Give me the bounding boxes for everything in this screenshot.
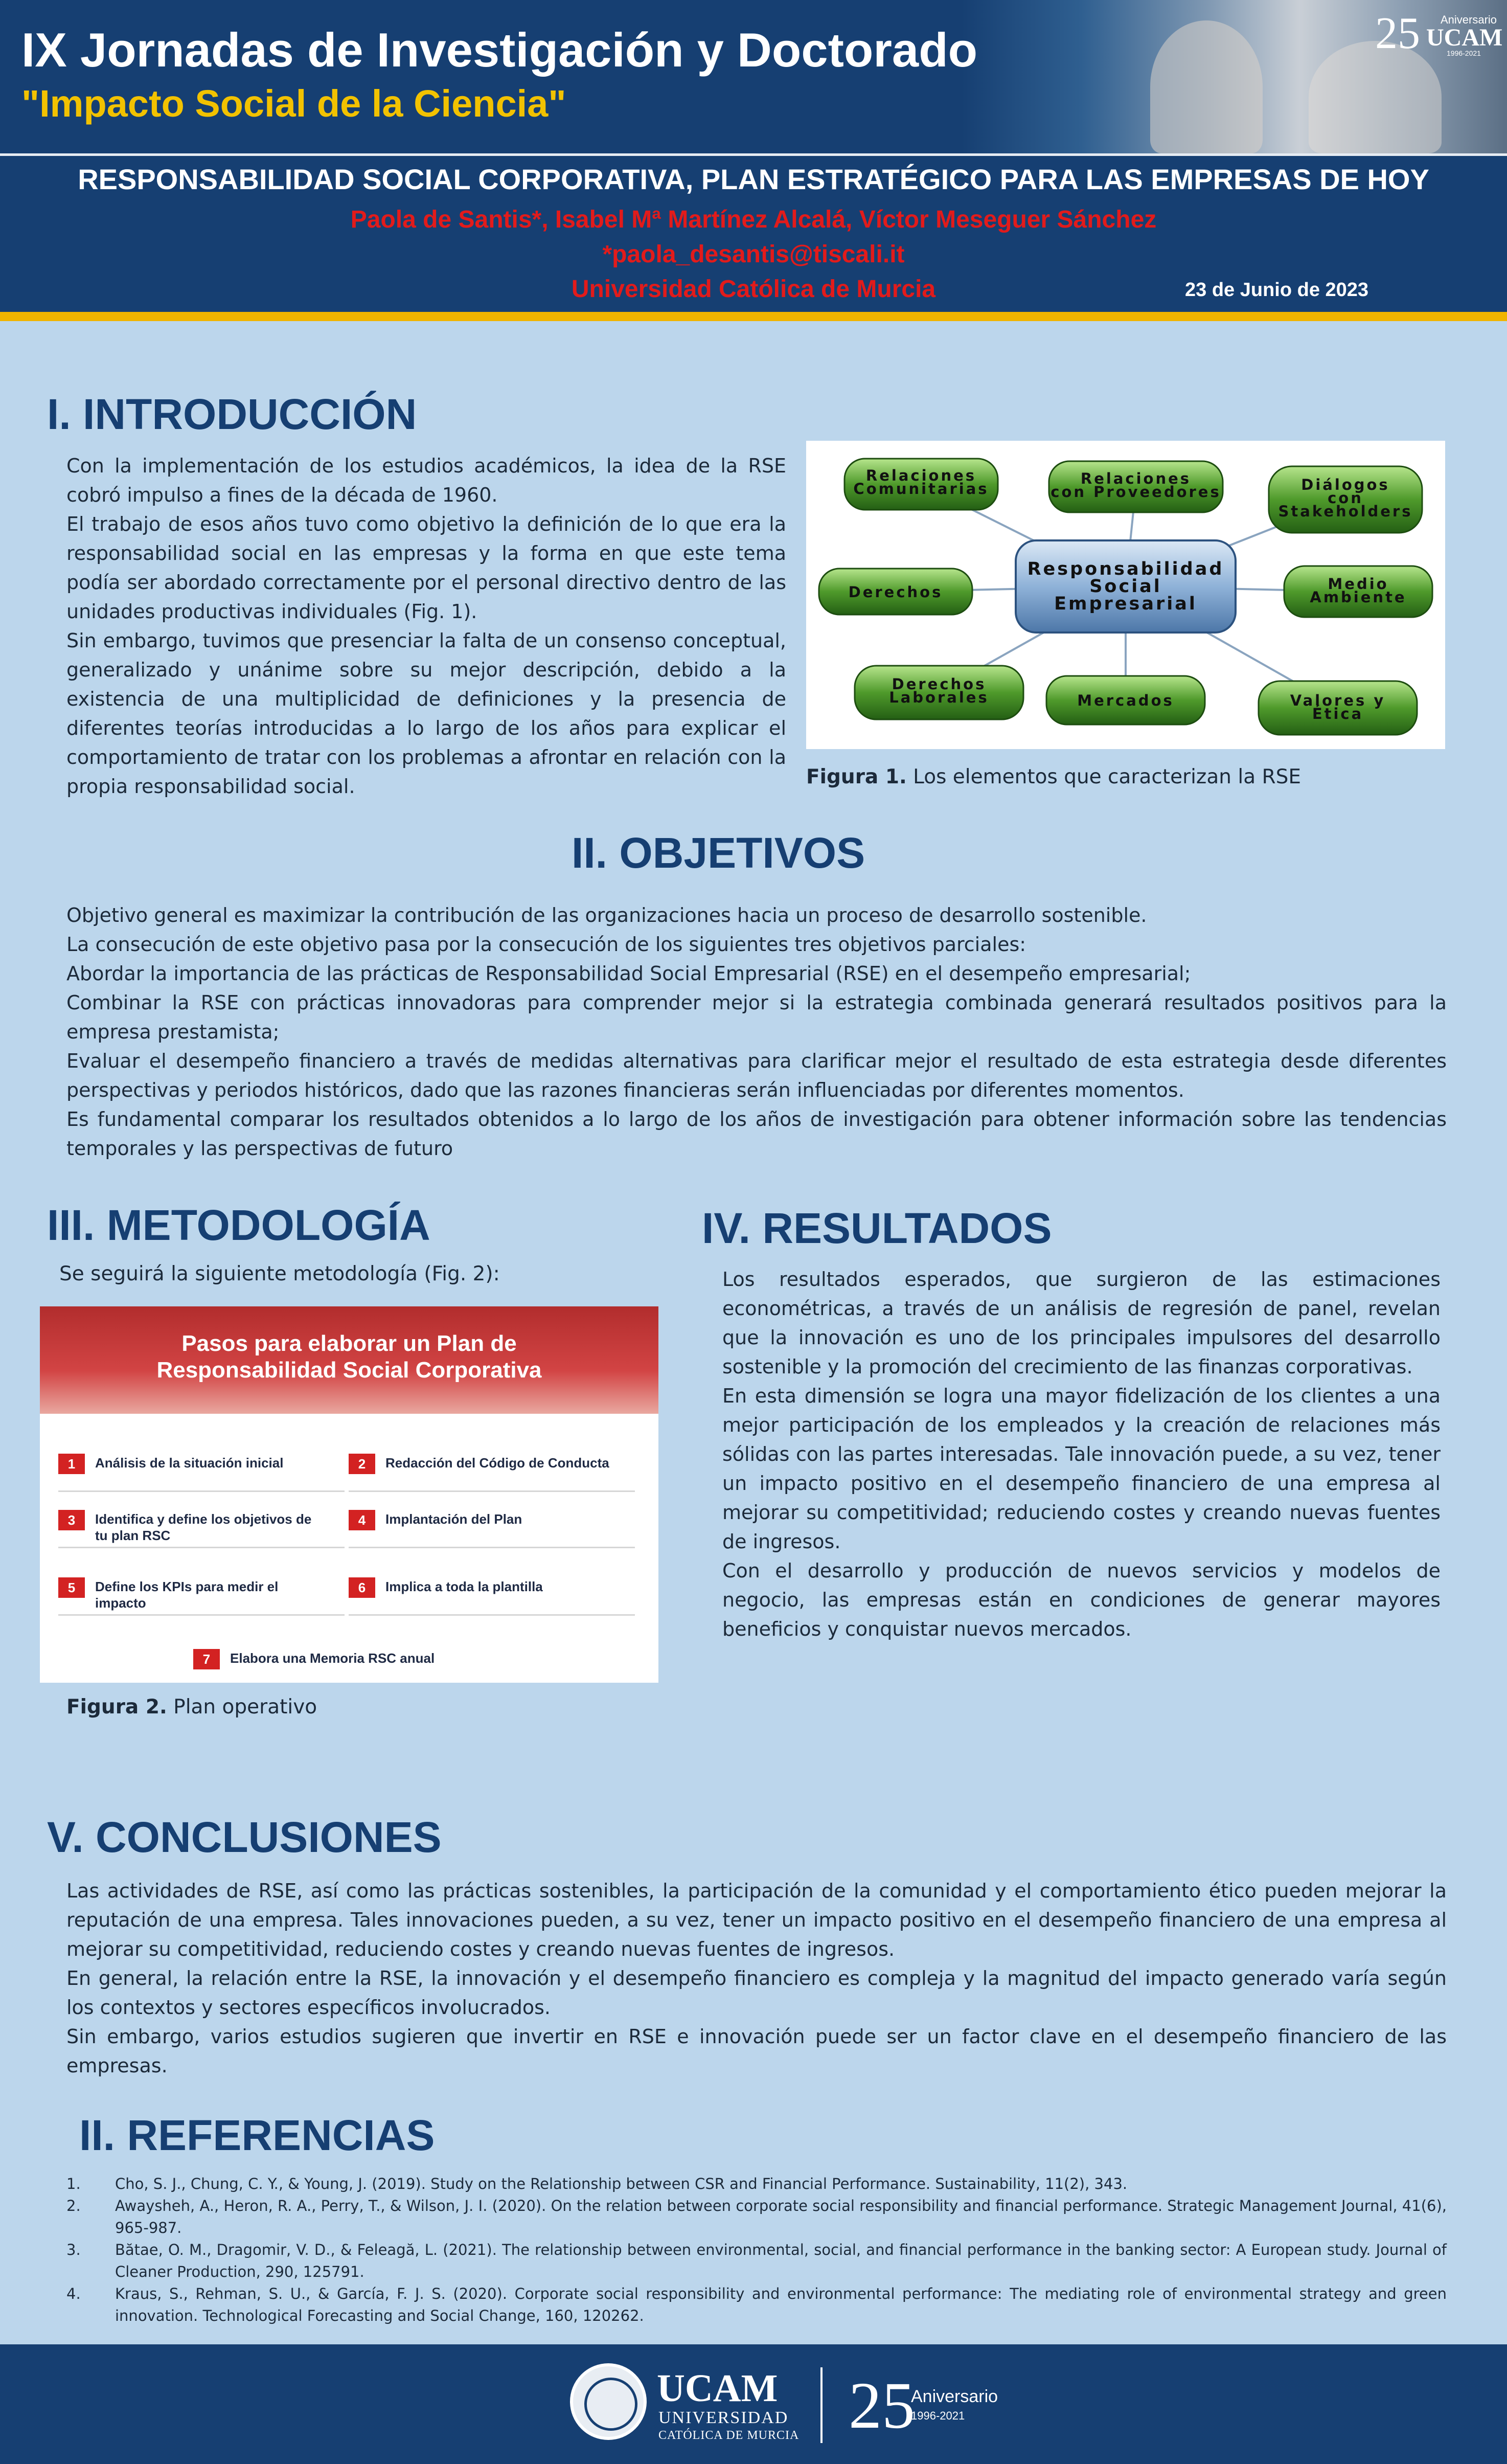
node-medio-ambiente xyxy=(1284,566,1432,617)
step-divider xyxy=(58,1547,345,1548)
reference-number: 3. xyxy=(66,2241,81,2258)
results-heading: IV. RESULTADOS xyxy=(702,1204,1052,1252)
node-relaciones-proveedores xyxy=(1049,461,1223,512)
intro-paragraph: Con la implementación de los estudios académicos, la idea de la RSE cobró impulso a fines de la década de 1960. xyxy=(66,455,786,506)
university-seal-icon xyxy=(570,2363,647,2440)
methodology-heading: III. METODOLOGÍA xyxy=(47,1201,430,1249)
figure-2-caption xyxy=(66,1696,317,1719)
references-heading: II. REFERENCIAS xyxy=(79,2111,435,2159)
node-label: Derechos xyxy=(848,583,943,601)
step-item xyxy=(58,1510,345,1551)
node-label: Medio xyxy=(1328,575,1389,593)
figure-1-text: Los elementos que caracterizan la RSE xyxy=(906,765,1302,788)
header-photo-person xyxy=(1150,20,1263,153)
conclusions-heading: V. CONCLUSIONES xyxy=(47,1813,442,1861)
step-item xyxy=(193,1649,510,1675)
objectives-paragraph: Objetivo general es maximizar la contribución de las organizaciones hacia un proceso de desarrollo sostenible. xyxy=(66,904,1147,926)
authors: Paola de Santis*, Isabel Mª Martínez Alcalá, Víctor Meseguer Sánchez xyxy=(350,206,1157,233)
node-relaciones-comunitarias xyxy=(844,459,998,510)
results-paragraph: Los resultados esperados, que surgieron de las estimaciones econométricas, a través de un análisis de regresión de panel, revelan que la innovación es uno de los principales impulsores del desarrollo sostenible y la promoción del crecimiento de las finanzas corporativas. xyxy=(722,1268,1441,1378)
reference-text: Cho, S. J., Chung, C. Y., & Young, J. (2019). Study on the Relationship between CSR and Financial Performance. Sustainability, 11(2), 343. xyxy=(115,2175,1128,2192)
step-divider xyxy=(349,1490,635,1492)
step-text: Identifica y define los objetivos de tu plan RSC xyxy=(95,1511,312,1543)
anniversary-number: 25 xyxy=(1375,9,1420,58)
objectives-paragraph: Es fundamental comparar los resultados obtenidos a lo largo de los años de investigación para obtener información sobre las tendencias temporales y las perspectivas de futuro xyxy=(66,1108,1447,1160)
event-title: IX Jornadas de Investigación y Doctorado xyxy=(21,23,978,77)
node-label: con xyxy=(1328,489,1363,507)
step-text: Implantación del Plan xyxy=(385,1511,522,1527)
paper-title: RESPONSABILIDAD SOCIAL CORPORATIVA, PLAN ESTRATÉGICO PARA LAS EMPRESAS DE HOY xyxy=(78,163,1429,195)
node-label: Derechos xyxy=(892,675,987,693)
node-center-rse xyxy=(1016,540,1236,632)
reference-item xyxy=(66,2283,1447,2327)
step-item xyxy=(349,1454,635,1495)
step-divider xyxy=(58,1614,345,1616)
node-label: Comunitarias xyxy=(853,480,989,498)
author-email: *paola_desantis@tiscali.it xyxy=(602,241,905,268)
footer-separator xyxy=(820,2367,823,2443)
reference-number: 4. xyxy=(66,2285,81,2302)
objectives-paragraph: La consecución de este objetivo pasa por la consecución de los siguientes tres objetivos parciales: xyxy=(66,933,1026,956)
node-label: Ética xyxy=(1312,705,1364,722)
anniversary-word: Aniversario xyxy=(1441,13,1497,26)
step-text: Define los KPIs para medir el impacto xyxy=(95,1579,279,1611)
reference-text: Bătae, O. M., Dragomir, V. D., & Feleagă, L. (2021). The relationship between environmental, social, and financial performance in the banking sector: A European study. Journal of Cleaner Production, 290, 125791. xyxy=(115,2241,1447,2280)
gold-band xyxy=(0,312,1507,321)
node-label: Mercados xyxy=(1077,692,1174,709)
intro-paragraph: El trabajo de esos años tuvo como objetivo la definición de lo que era la responsabilidad social en las empresas y la forma en que este tema podía ser abordado correctamente por el personal directivo dentro de las unidades productivas individuales (Fig. 1). xyxy=(66,513,786,623)
figure-2-label: Figura 2. xyxy=(66,1696,167,1719)
node-derechos-laborales xyxy=(855,666,1023,719)
node-derechos xyxy=(819,569,972,615)
node-label: Relaciones xyxy=(1080,470,1192,487)
center-label: Social xyxy=(1089,576,1162,597)
step-number: 3 xyxy=(58,1510,85,1530)
node-label: con Proveedores xyxy=(1051,483,1221,501)
results-body xyxy=(722,1265,1441,1644)
node-label: Stakeholders xyxy=(1278,503,1413,520)
step-item xyxy=(349,1577,635,1618)
node-mercados xyxy=(1046,676,1205,725)
step-item xyxy=(58,1454,345,1495)
center-label: Empresarial xyxy=(1054,594,1197,614)
objectives-paragraph: Abordar la importancia de las prácticas de Responsabilidad Social Empresarial (RSE) en el desempeño empresarial; xyxy=(66,962,1191,985)
results-paragraph: En esta dimensión se logra una mayor fidelización de los clientes a una mejor participación de los empleados y la creación de relaciones más sólidas con las partes interesadas. Tale innovación puede, a su vez, tener un impacto positivo en el desempeño financiero de una empresa al mejorar su competitividad; reduciendo costes y creando nuevas fuentes de ingresos. xyxy=(722,1385,1441,1553)
step-divider xyxy=(349,1614,635,1616)
step-item xyxy=(349,1510,635,1551)
figure-1-label: Figura 1. xyxy=(806,765,907,788)
node-label: Diálogos xyxy=(1301,476,1390,493)
anniversary-brand: UCAM xyxy=(1426,24,1503,51)
footer-anniversary-word: Aniversario xyxy=(911,2387,998,2406)
intro-heading: I. INTRODUCCIÓN xyxy=(47,390,417,438)
reference-item xyxy=(66,2239,1447,2283)
figure-1-caption xyxy=(806,765,1301,788)
footer-anniversary-number: 25 xyxy=(849,2369,915,2443)
node-valores-etica xyxy=(1259,681,1417,735)
step-divider xyxy=(349,1547,635,1548)
figure-2-text: Plan operativo xyxy=(167,1696,317,1719)
reference-text: Kraus, S., Rehman, S. U., & García, F. J. S. (2020). Corporate social responsibility and environmental performance: The mediating role of environmental strategy and green innovation. Technological Forecasting and Social Change, 160, 120262. xyxy=(115,2285,1447,2324)
event-date: 23 de Junio de 2023 xyxy=(1185,279,1369,301)
results-paragraph: Con el desarrollo y producción de nuevos servicios y modelos de negocio, las empresas están en condiciones de generar mayores beneficios y conquistar nuevos mercados. xyxy=(722,1559,1441,1640)
intro-paragraph: Sin embargo, tuvimos que presenciar la falta de un consenso conceptual, generalizado y unánime sobre su mejor descripción, debido a la existencia de una multiplicidad de definiciones y la presencia de diferentes teorías introducidas a lo largo de los años para explicar el comportamiento de tratar con los problemas a afrontar en relación con la propia responsabilidad social. xyxy=(66,629,786,798)
references-list xyxy=(66,2173,1447,2327)
university: Universidad Católica de Murcia xyxy=(571,276,936,303)
step-number: 6 xyxy=(349,1577,375,1598)
node-dialogos-stakeholders xyxy=(1269,466,1422,533)
anniversary-years: 1996-2021 xyxy=(1447,49,1481,57)
anniversary-logo xyxy=(1375,8,1503,59)
step-number: 4 xyxy=(349,1510,375,1530)
reference-item xyxy=(66,2195,1447,2239)
figure-2-title: Pasos para elaborar un Plan de xyxy=(181,1331,517,1356)
center-label: Responsabilidad xyxy=(1027,559,1224,579)
node-label: Ambiente xyxy=(1310,589,1407,606)
footer-brand: UCAM xyxy=(657,2367,778,2410)
methodology-intro: Se seguirá la siguiente metodología (Fig. 2): xyxy=(59,1262,500,1285)
step-number: 7 xyxy=(193,1649,220,1669)
footer-catolica: CATÓLICA DE MURCIA xyxy=(658,2429,800,2442)
conclusions-body xyxy=(66,1877,1447,2081)
header-divider xyxy=(0,153,1507,156)
step-item xyxy=(58,1577,345,1618)
reference-number: 1. xyxy=(66,2175,81,2192)
intro-body xyxy=(66,451,786,801)
step-text: Análisis de la situación inicial xyxy=(95,1455,284,1471)
conclusions-paragraph: Las actividades de RSE, así como las prácticas sostenibles, la participación de la comunidad y el comportamiento ético pueden mejorar la reputación de una empresa. Tales innovaciones pueden, a su vez, tener un impacto positivo en el desempeño financiero de una empresa al mejorar su competitividad, reduciendo costes y creando nuevas fuentes de ingresos. xyxy=(66,1880,1447,1960)
seal-ring xyxy=(584,2378,637,2431)
reference-number: 2. xyxy=(66,2197,81,2214)
node-label: Valores y xyxy=(1290,692,1386,709)
footer-university: UNIVERSIDAD xyxy=(658,2408,789,2427)
footer-anniversary-years: 1996-2021 xyxy=(911,2409,965,2422)
figure-1-svg xyxy=(806,441,1445,749)
conclusions-paragraph: Sin embargo, varios estudios sugieren que invertir en RSE e innovación puede ser un factor clave en el desempeño financiero de las empresas. xyxy=(66,2025,1447,2077)
objectives-body xyxy=(66,901,1447,1163)
step-text: Redacción del Código de Conducta xyxy=(385,1455,609,1471)
event-subtitle: "Impacto Social de la Ciencia" xyxy=(21,82,566,125)
reference-text: Awaysheh, A., Heron, R. A., Perry, T., & Wilson, J. I. (2020). On the relation between corporate social responsibility and financial performance. Strategic Management Journal, 41(6), 965-987. xyxy=(115,2197,1447,2236)
figure-2-title: Responsabilidad Social Corporativa xyxy=(156,1358,542,1383)
step-text: Implica a toda la plantilla xyxy=(385,1579,543,1594)
step-number: 1 xyxy=(58,1454,85,1474)
objectives-paragraph: Evaluar el desempeño financiero a través de medidas alternativas para clarificar mejor el resultado de esta estrategia desde diferentes perspectivas y periodos históricos, dado que las razones financieras serán influenciadas por diferentes momentos. xyxy=(66,1050,1447,1101)
conclusions-paragraph: En general, la relación entre la RSE, la innovación y el desempeño financiero es compleja y la magnitud del impacto generado varía según los contextos y sectores específicos involucrados. xyxy=(66,1967,1447,2019)
step-number: 2 xyxy=(349,1454,375,1474)
step-number: 5 xyxy=(58,1577,85,1598)
figure-1-diagram xyxy=(806,441,1445,749)
objectives-paragraph: Combinar la RSE con prácticas innovadoras para comprender mejor si la estrategia combinada generará resultados positivos para la empresa prestamista; xyxy=(66,991,1447,1043)
objectives-heading: II. OBJETIVOS xyxy=(572,829,865,877)
step-divider xyxy=(58,1490,345,1492)
figure-2-plan xyxy=(40,1306,658,1683)
node-label: Laborales xyxy=(889,689,989,706)
reference-item xyxy=(66,2173,1447,2195)
node-label: Relaciones xyxy=(865,467,977,484)
step-text: Elabora una Memoria RSC anual xyxy=(230,1651,435,1666)
